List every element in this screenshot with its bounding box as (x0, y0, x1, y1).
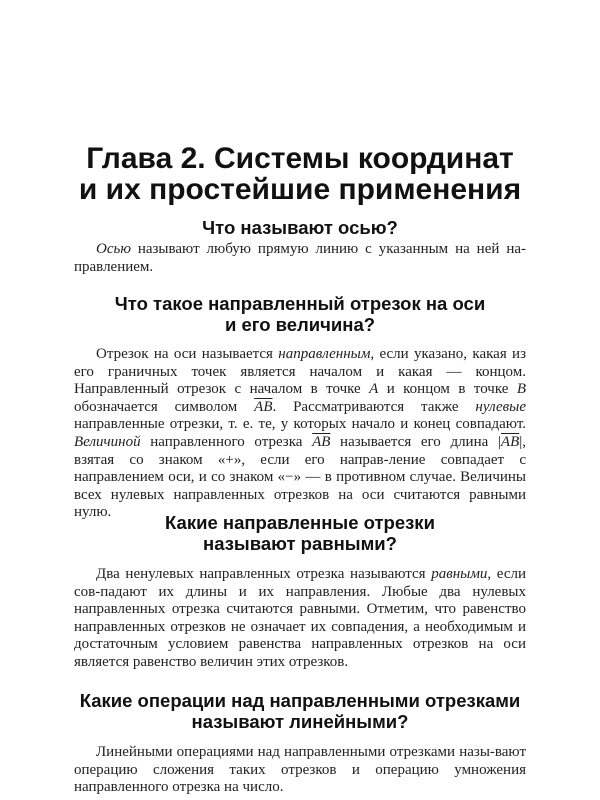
text-run: |, взятая со знаком «+», если его направ-ление совпадает с направлением оси, и со знаком «−» — в противном случае. Величины всех нулевых направленных отрезков на оси считаются равными нулю. (74, 433, 527, 521)
section-heading-equal-segments (60, 512, 540, 554)
text-run: Два ненулевых направленных отрезка называются (96, 566, 432, 582)
text-run: называют любую прямую линию с указанным на ней на-правлением. (74, 241, 526, 275)
text-run: обозначается символом (74, 398, 255, 415)
section-heading-linear-operations (60, 690, 540, 732)
chapter-title (40, 143, 560, 205)
text-run: и концом в точке (378, 381, 517, 398)
chapter-title-line: и их простейшие применения (78, 173, 522, 206)
italic-term: A (369, 381, 379, 398)
vector-symbol: $\overline{AB}$ (312, 433, 331, 450)
paragraph-equal-segments (74, 566, 526, 672)
vector-symbol: $\overline{AB}$ (254, 398, 273, 415)
section-heading-line: Какие направленные отрезки (165, 512, 435, 533)
paragraph-axis (74, 241, 526, 276)
chapter-title-line: Глава 2. Системы координат (86, 142, 514, 175)
section-heading-axis (60, 217, 540, 238)
text-run: , если указано, какая из его граничных точек является началом и какая — концом. Направленный отрезок с началом в точке (74, 346, 526, 398)
text-run: называется его длина | (330, 433, 501, 450)
text-run: направленного отрезка (140, 433, 313, 450)
text-run: Линейными операциями над направленными отрезками назы-вают операцию сложения таких отрезков и операцию умножения направленного отрезка на число. (74, 744, 526, 796)
paragraph-linear-operations (74, 744, 526, 797)
section-heading-line: Что называют осью? (202, 217, 398, 238)
section-heading-line: Какие операции над направленными отрезками (79, 690, 521, 711)
italic-term: B (516, 381, 527, 398)
italic-term: равными (431, 566, 488, 582)
italic-term: нулевые (475, 398, 526, 415)
paragraph-directed-segment (74, 346, 526, 522)
vector-symbol: $\overline{AB}$ (500, 433, 520, 450)
italic-term: направленным (278, 346, 371, 362)
italic-term: Осью (96, 241, 131, 257)
italic-term: Величиной (74, 433, 141, 450)
section-heading-directed-segment (60, 293, 540, 335)
section-heading-line: называют линейными? (191, 711, 409, 732)
section-heading-line: и его величина? (224, 314, 376, 335)
text-run: . Рассматриваются также (272, 398, 476, 415)
section-heading-line: называют равными? (203, 533, 397, 554)
text-run: , если сов-падают их длины и их направления. Любые два нулевых направленных отрезка считаются равными. Отметим, что равенство направленных отрезков не означает их совпадения, а необходимым и достаточным условием равенства направленных отрезков на оси является равенство величин этих отрезков. (74, 566, 526, 670)
text-run: направленные отрезки, т. е. те, у которых начало и конец совпадают. (74, 416, 526, 433)
section-heading-line: Что такое направленный отрезок на оси (114, 293, 486, 314)
text-run: Отрезок на оси называется (96, 346, 279, 362)
